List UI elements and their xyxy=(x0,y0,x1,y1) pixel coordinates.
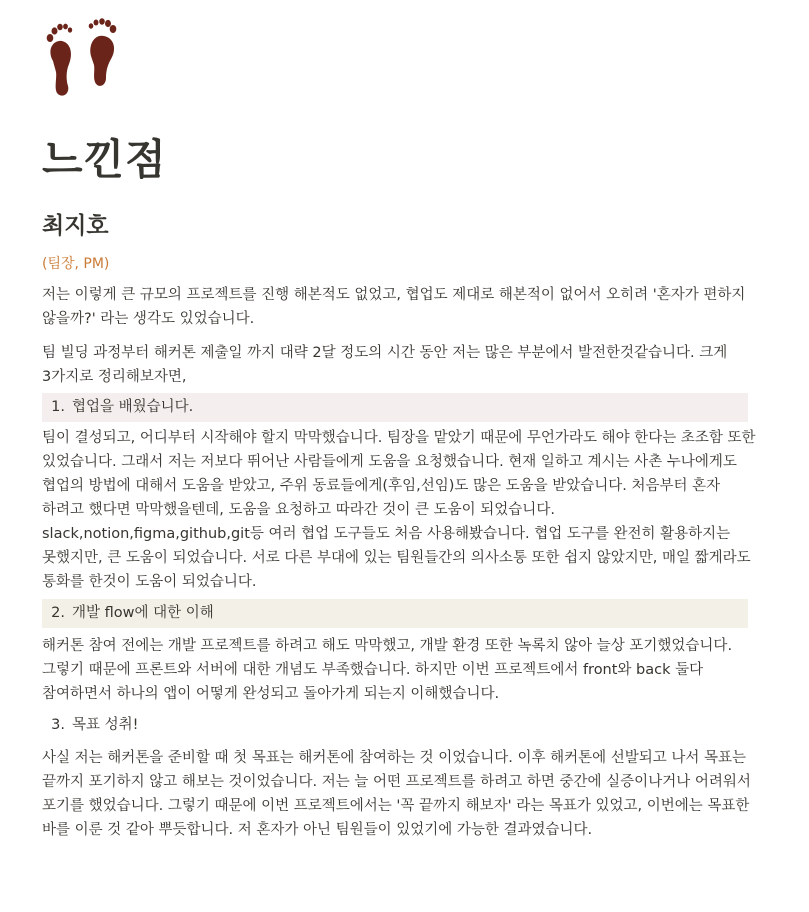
body-paragraph-3: 사실 저는 해커톤을 준비할 때 첫 목표는 해커톤에 참여하는 것 이었습니다. 이후 해커톤에 선발되고 나서 목표는 끝까지 포기하지 않고 해보는 것이었습니다. 저는 늘 어떤 프로젝트를 하려고 하면 중간에 실증이나거나 어려워서 포기를 했었습니다. 그렇기 때문에 이번 프로젝트에서는 '꼭 끝까지 해보자' 라는 목표가 있었고, 이번에는 목표한 바를 이룬 것 같아 뿌듯합니다. 저 혼자가 아닌 팀원들이 있었기에 가능한 결과였습니다. xyxy=(42,750,751,838)
list-item-text: 목표 성취! xyxy=(72,717,139,733)
list-item-text: 협업을 배웠습니다. xyxy=(72,399,194,415)
body-paragraph-1: 팀이 결성되고, 어디부터 시작해야 할지 막막했습니다. 팀장을 맡았기 때문에 무언가라도 해야 한다는 초조함 또한 있었습니다. 그래서 저는 저보다 뛰어난 사람들에게 도움을 요청했습니다. 현재 일하고 계시는 사촌 누나에게도 협업의 방법에 대해서 도움을 받았고, 주위 동료들에게(후임,선임)도 많은 도움을 받았습니다. 처음부터 혼자 하려고 했다면 막막했을텐데, 도움을 요청하고 따라간 것이 큰 도움이 되었습니다. slack,notion,figma,github,git등 여러 협업 도구들도 처음 사용해봤습니다. 협업 도구를 완전히 활용하지는 못했지만, 큰 도움이 되었습니다. 서로 다른 부대에 있는 팀원들간의 의사소통 또한 쉽지 않았지만, 매일 짧게라도 통화를 한것이 도움이 되었습니다. xyxy=(42,430,756,590)
intro-paragraph-1: 저는 이렇게 큰 규모의 프로젝트를 진행 해본적도 없었고, 협업도 제대로 해본적이 없어서 오히려 '혼자가 편하지 않을까?' 라는 생각도 있었습니다. xyxy=(42,287,746,327)
author-role: (팀장, PM) xyxy=(42,256,110,272)
list-number: 1. xyxy=(51,399,65,415)
body-paragraph-2: 해커톤 참여 전에는 개발 프로젝트를 하려고 해도 막막했고, 개발 환경 또한 녹록치 않아 늘상 포기했었습니다. 그렇기 때문에 프론트와 서버에 대한 개념도 부족했습니다. 하지만 이번 프로젝트에서 front와 back 둘다 참여하면서 하나의 앱이 어떻게 완성되고 돌아가게 되는지 이해했습니다. xyxy=(42,638,733,702)
list-item xyxy=(42,599,748,628)
page-title: 느낀점 xyxy=(42,135,167,184)
footprints-icon xyxy=(42,18,122,98)
author-name: 최지호 xyxy=(42,213,109,239)
list-item-text: 개발 flow에 대한 이해 xyxy=(72,605,214,621)
list-number: 3. xyxy=(51,717,65,733)
list-number: 2. xyxy=(51,605,65,621)
intro-paragraph-2: 팀 빌딩 과정부터 해커톤 제출일 까지 대략 2달 정도의 시간 동안 저는 많은 부분에서 발전한것같습니다. 크게 3가지로 정리해보자면, xyxy=(42,345,728,385)
list-item xyxy=(42,711,748,740)
list-item xyxy=(42,393,748,422)
